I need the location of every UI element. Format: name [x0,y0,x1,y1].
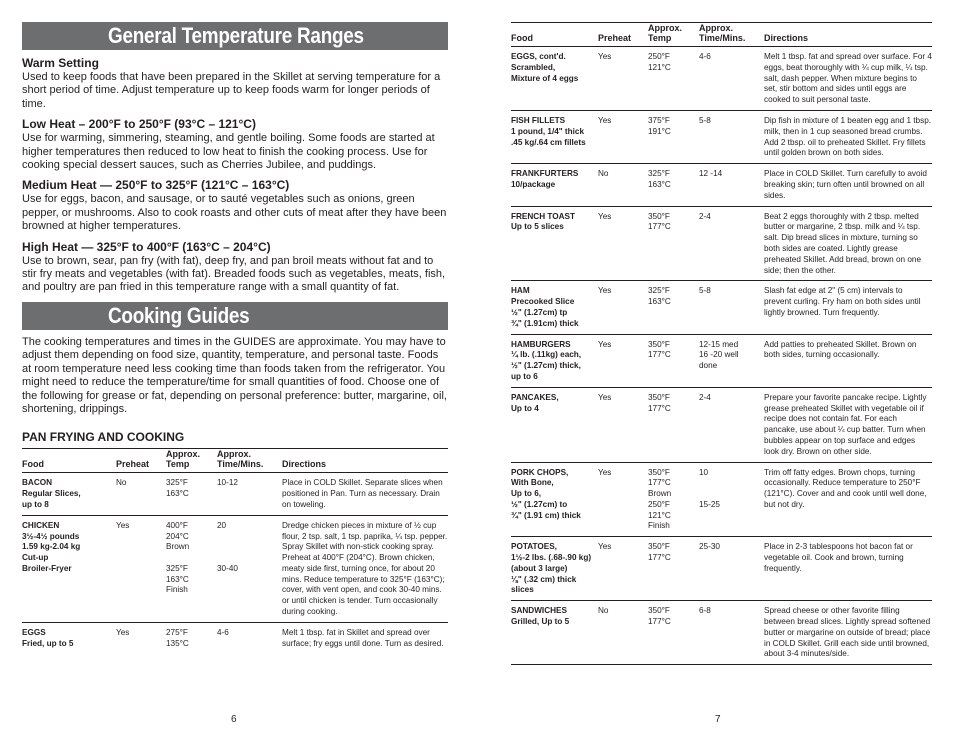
food-cell: SANDWICHES Grilled, Up to 5 [511,606,570,627]
preheat-cell: Yes [598,211,612,221]
header-food: Food [511,33,533,43]
section-heading: Warm Setting [22,56,99,70]
time-cell: 10 15-25 [699,467,720,509]
food-cell: POTATOES, 1½-2 lbs. (.68-.90 kg) (about 3 large) ⅛" (.32 cm) thick slices [511,542,592,595]
time-cell: 2-4 [699,392,711,402]
time-cell: 25-30 [699,542,720,552]
temp-cell: 375°F 191°C [648,115,671,136]
section-heading: Medium Heat — 250°F to 325°F (121°C – 163°C) [22,178,290,193]
temp-cell: 350°F 177°C [648,542,671,563]
preheat-cell: Yes [598,52,612,61]
table-row [511,110,932,163]
table-row [511,537,932,601]
cooking-guides-title-text: Cooking Guides [108,302,250,328]
time-cell: 2-4 [699,211,711,221]
header-preheat: Preheat [598,33,632,43]
preheat-cell: Yes [598,542,612,552]
page-number-left: 6 [231,714,237,725]
cooking-guides-title [22,302,448,330]
table-row [511,206,932,281]
section-warm [22,56,448,111]
header-directions: Directions [764,33,809,43]
table-row [511,164,932,206]
time-cell: 4-6 [217,627,229,637]
header-preheat: Preheat [116,459,150,470]
time-cell: 12 -14 [699,169,723,179]
food-cell: PANCAKES, Up to 4 [511,392,559,413]
food-cell: EGGS Fried, up to 5 [22,627,74,648]
preheat-cell: Yes [598,115,612,125]
pan-frying-heading: PAN FRYING AND COOKING [22,430,185,445]
preheat-cell: Yes [116,520,130,530]
cooking-guide-table-left [22,448,448,653]
section-text: Use for eggs, bacon, and sausage, or to sauté vegetables such as onions, green pepper, or mushrooms. Also to cook roasts and other cuts of meat after they have been browned at higher temperatures. [22,193,447,233]
table-header-row [511,23,932,47]
table-row [22,515,448,622]
temp-cell: 350°F 177°C [648,606,671,627]
directions-cell: Dip fish in mixture of 1 beaten egg and 1 tbsp. milk, then in 1 cup seasoned bread crumbs. Add 2 tbsp. oil to preheated Skillet. Fry fillets until golden brown on both sides. [764,115,932,158]
table-row [511,334,932,387]
temperature-sections [22,56,448,295]
header-temp: Approx. Temp [648,23,683,43]
temp-cell: 350°F 177°C [648,339,671,360]
section-medium [22,178,448,233]
section-heading: Low Heat – 200°F to 250°F (93°C – 121°C) [22,117,256,132]
directions-cell: Trim off fatty edges. Brown chops, turning occasionally. Reduce temperature to 250°F (121°C). Cover and and cook until well done, but not dry. [764,467,927,509]
header-temp: Approx. Temp [166,449,201,470]
section-heading: High Heat — 325°F to 400°F (163°C – 204°C) [22,239,271,254]
guides-intro: The cooking temperatures and times in the GUIDES are approximate. You may have to adjust them depending on food size, quantity, temperature, and personal taste. Foods at room temperature need less cooking time than foods taken from the refrigerator. You might need to reduce the temperature/time for small quantities of food. Choose one of the following for grease or fat, depending on personal preference: butter, margarine, oil, shortening, drippings. [22,335,447,415]
time-cell: 5-8 [699,286,711,296]
right-page [511,0,932,738]
food-cell: HAMBURGERS ¼ lb. (.11kg) each, ½" (1.27cm) thick, up to 6 [511,339,582,381]
food-cell: PORK CHOPS, With Bone, Up to 6, ½" (1.27cm) to ¾" (1.91 cm) thick [511,467,581,520]
table-row [22,473,448,515]
preheat-cell: Yes [598,467,612,477]
directions-cell: Melt 1 tbsp. fat in Skillet and spread over surface; fry eggs until done. Turn as desired. [282,627,444,648]
food-cell: CHICKEN 3½-4½ pounds 1.59 kg-2.04 kg Cut-up Broiler-Fryer [22,520,81,573]
temp-cell: 350°F 177°C [648,392,671,413]
table-row [22,622,448,653]
temp-cell: 275°F 135°C [166,627,189,648]
header-time: Approx. Time/Mins. [699,23,746,43]
table-row [511,47,932,111]
food-cell: FRENCH TOAST Up to 5 slices [511,211,575,232]
time-cell: 12-15 med 16 -20 well done [699,339,739,371]
section-text: Used to keep foods that have been prepared in the Skillet at serving temperature for a short period of time. Adjust temperature up to keep foods warm for longer periods of time. [22,71,441,110]
general-temperature-title-text: General Temperature Ranges [108,23,364,48]
time-cell: 6-8 [699,606,711,616]
table-row [511,601,932,665]
temp-cell: 325°F 163°C [648,169,671,189]
directions-cell: Place in COLD Skillet. Turn carefully to avoid breaking skin; turn often until browned on all sides. [764,169,927,200]
directions-cell: Add patties to preheated Skillet. Brown on both sides, turning occasionally. [764,339,917,360]
time-cell: 5-8 [699,115,711,125]
time-cell: 4-6 [699,52,711,61]
section-high [22,240,448,295]
food-cell: FRANKFURTERS 10/package [511,169,579,189]
preheat-cell: Yes [116,627,130,637]
section-low [22,117,448,172]
preheat-cell: Yes [598,286,612,296]
directions-cell: Spread cheese or other favorite filling between bread slices. Lightly spread softened butter or margarine on outside of bread; place in COLD Skillet. Grill each side until browned, about 3-4 minutes/side. [764,606,931,659]
temp-cell: 325°F 163°C [648,286,671,307]
preheat-cell: No [598,606,609,616]
left-page [22,0,448,738]
time-cell: 10-12 [217,478,238,488]
food-cell: HAM Precooked Slice ½" (1.27cm) tp ¾" (1.91cm) thick [511,286,579,328]
food-cell: FISH FILLETS 1 pound, 1/4" thick .45 kg/.64 cm fillets [511,115,586,147]
preheat-cell: No [598,169,609,179]
preheat-cell: Yes [598,392,612,402]
table-row [511,281,932,334]
temp-cell: 250°F 121°C [648,52,671,72]
temp-cell: 400°F 204°C Brown 325°F 163°C Finish [166,520,190,595]
page-number-right: 7 [715,714,721,725]
food-cell: BACON Regular Slices, up to 8 [22,478,81,509]
general-temperature-title [22,22,448,50]
section-text: Use to brown, sear, pan fry (with fat), deep fry, and pan broil meats without fat and to stir fry meats and vegetables (with fat). Breaded foods such as vegetables, meats, fish, and poultry are pan fried in this temperature range with a small quantity of fat. [22,254,446,294]
temp-cell: 325°F 163°C [166,478,189,499]
directions-cell: Place in 2-3 tablespoons hot bacon fat or vegetable oil. Cook and brown, turning frequently. [764,542,913,573]
directions-cell: Dredge chicken pieces in mixture of ½ cup flour, 2 tsp. salt, 1 tsp. paprika, ¼ tsp. pepper. Spray Skillet with non-stick cooking spray. Preheat at 400°F (204°C). Brown chicken, meaty side first, turning once, for about 20 mins. Reduce temperature to 325°F (163°C); cover, with vent open, and cook 30-40 mins. or until chicken is tender. Turn occasionally during cooking. [282,520,448,617]
directions-cell: Place in COLD Skillet. Separate slices when positioned in Pan. Turn as necessary. Drain on toweling. [282,478,443,509]
time-cell: 20 30-40 [217,520,238,573]
header-directions: Directions [282,459,327,470]
temp-cell: 350°F 177°C Brown 250°F 121°C Finish [648,467,672,531]
table-row [511,462,932,537]
section-text: Use for warming, simmering, steaming, and gentle boiling. Some foods are started at higher temperatures then reduced to low heat to finish the cooking process. Use for cooking special dessert sauces, such as Cherries Jubilee, and puddings. [22,132,435,172]
header-time: Approx. Time/Mins. [217,449,264,470]
directions-cell: Beat 2 eggs thoroughly with 2 tbsp. melted butter or margarine, 2 tbsp. milk and ¼ tsp. salt. Dip bread slices in mixture, turning so both sides are coated. Lightly grease preheated Skillet. Add bread, brown on one side; then the other. [764,211,922,275]
preheat-cell: Yes [598,339,612,349]
table-header-row [22,449,448,473]
preheat-cell: No [116,478,127,488]
cooking-guide-table-right [511,22,932,665]
directions-cell: Melt 1 tbsp. fat and spread over surface. For 4 eggs, beat thoroughly with ¼ cup milk, ¼ tsp. salt, dash pepper. When mixture begins to set, stir bottom and sides until eggs are cooked to suit personal taste. [764,52,932,105]
temp-cell: 350°F 177°C [648,211,671,232]
table-row [511,387,932,462]
header-food: Food [22,459,44,470]
food-cell: EGGS, cont'd. Scrambled, Mixture of 4 eggs [511,52,579,83]
directions-cell: Prepare your favorite pancake recipe. Lightly grease preheated Skillet with vegetable oil if recipe does not contain fat. For each pancake, use about ¼ cup batter. Turn when bubbles appear on top surface and edges look dry. Brown on other side. [764,392,927,456]
directions-cell: Slash fat edge at 2" (5 cm) intervals to prevent curling. Fry ham on both sides until lightly browned. Turn frequently. [764,286,921,317]
